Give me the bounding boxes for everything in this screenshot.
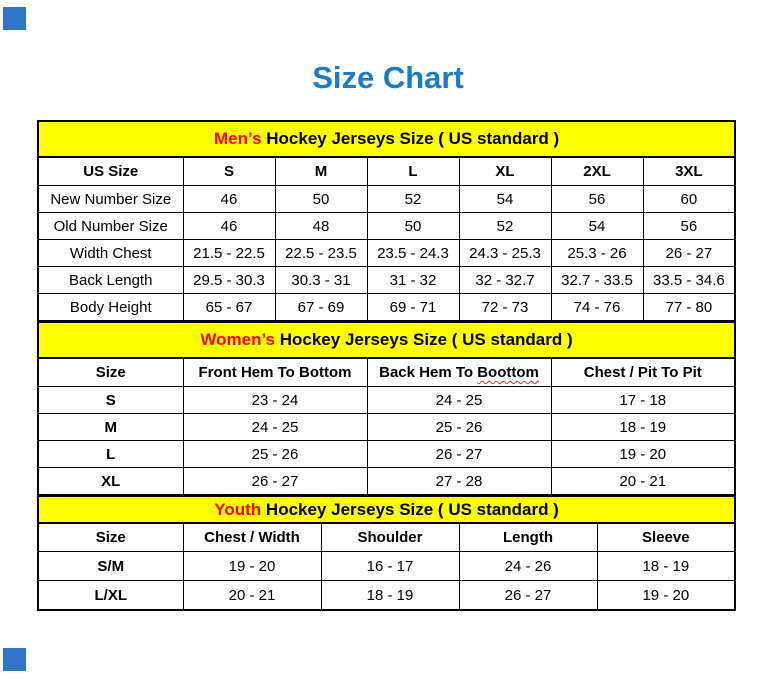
cell: 29.5 - 30.3 [183,267,275,294]
youth-section-title [38,496,735,523]
youth-column-header-row [38,523,735,552]
blue-square-marker-top-icon [3,7,26,30]
cell: 50 [275,186,367,213]
cell: 26 - 27 [459,581,597,611]
mens-row-body-height [38,294,735,322]
mens-col-us-size: US Size [38,157,183,186]
page-title: Size Chart [312,60,464,95]
womens-col-chest: Chest / Pit To Pit [551,358,735,387]
cell: 72 - 73 [459,294,551,322]
row-label: New Number Size [38,186,183,213]
womens-col-back-hem-misspelled-word: Boottom [477,364,539,381]
cell: 18 - 19 [321,581,459,611]
womens-row-s [38,387,735,414]
cell: 54 [459,186,551,213]
cell: 27 - 28 [367,468,551,496]
row-label: Width Chest [38,240,183,267]
cell: 20 - 21 [183,581,321,611]
mens-col-l: L [367,157,459,186]
youth-row-lxl [38,581,735,611]
youth-col-chest-width: Chest / Width [183,523,321,552]
row-label: S/M [38,552,183,581]
youth-col-length: Length [459,523,597,552]
blue-square-marker-bottom-icon [3,648,26,671]
cell: 23 - 24 [183,387,367,414]
cell: 19 - 20 [551,441,735,468]
cell: 25 - 26 [367,414,551,441]
cell: 46 [183,213,275,240]
row-label: L/XL [38,581,183,611]
mens-section-title [38,121,735,157]
cell: 50 [367,213,459,240]
size-chart-tables [37,120,738,611]
mens-col-2xl: 2XL [551,157,643,186]
mens-row-back-length [38,267,735,294]
womens-row-xl [38,468,735,496]
womens-col-front-hem: Front Hem To Bottom [183,358,367,387]
womens-section-title [38,322,735,358]
mens-row-width-chest [38,240,735,267]
cell: 23.5 - 24.3 [367,240,459,267]
row-label: Body Height [38,294,183,322]
mens-row-old-number-size [38,213,735,240]
womens-section-title-rest: Hockey Jerseys Size ( US standard ) [275,330,573,349]
mens-row-new-number-size [38,186,735,213]
row-label: Back Length [38,267,183,294]
womens-row-m [38,414,735,441]
womens-row-l [38,441,735,468]
cell: 18 - 19 [551,414,735,441]
cell: 25 - 26 [183,441,367,468]
cell: 48 [275,213,367,240]
womens-col-back-hem [367,358,551,387]
cell: 26 - 27 [643,240,735,267]
row-label: XL [38,468,183,496]
youth-size-table [37,495,736,611]
womens-section-title-highlight: Women’s [200,330,276,349]
cell: 74 - 76 [551,294,643,322]
cell: 46 [183,186,275,213]
cell: 65 - 67 [183,294,275,322]
cell: 31 - 32 [367,267,459,294]
cell: 52 [459,213,551,240]
youth-col-sleeve: Sleeve [597,523,735,552]
row-label: Old Number Size [38,213,183,240]
cell: 20 - 21 [551,468,735,496]
cell: 26 - 27 [367,441,551,468]
cell: 77 - 80 [643,294,735,322]
cell: 19 - 20 [597,581,735,611]
cell: 24.3 - 25.3 [459,240,551,267]
mens-col-3xl: 3XL [643,157,735,186]
cell: 19 - 20 [183,552,321,581]
youth-section-title-rest: Hockey Jerseys Size ( US standard ) [261,499,559,519]
cell: 17 - 18 [551,387,735,414]
mens-column-header-row [38,157,735,186]
mens-col-xl: XL [459,157,551,186]
cell: 32.7 - 33.5 [551,267,643,294]
youth-col-shoulder: Shoulder [321,523,459,552]
mens-section-title-rest: Hockey Jerseys Size ( US standard ) [261,129,560,148]
row-label: S [38,387,183,414]
youth-section-header [38,496,735,523]
mens-section-header [38,121,735,157]
cell: 24 - 26 [459,552,597,581]
youth-row-sm [38,552,735,581]
womens-col-back-hem-prefix: Back Hem To [379,364,478,381]
cell: 60 [643,186,735,213]
womens-section-header [38,322,735,358]
cell: 69 - 71 [367,294,459,322]
cell: 52 [367,186,459,213]
cell: 22.5 - 23.5 [275,240,367,267]
mens-section-title-highlight: Men’s [214,129,262,148]
cell: 24 - 25 [183,414,367,441]
mens-size-table [37,120,736,322]
mens-col-s: S [183,157,275,186]
youth-col-size: Size [38,523,183,552]
womens-column-header-row [38,358,735,387]
cell: 33.5 - 34.6 [643,267,735,294]
cell: 67 - 69 [275,294,367,322]
cell: 30.3 - 31 [275,267,367,294]
cell: 18 - 19 [597,552,735,581]
cell: 16 - 17 [321,552,459,581]
cell: 24 - 25 [367,387,551,414]
cell: 25.3 - 26 [551,240,643,267]
womens-col-size: Size [38,358,183,387]
cell: 54 [551,213,643,240]
cell: 32 - 32.7 [459,267,551,294]
cell: 26 - 27 [183,468,367,496]
cell: 56 [551,186,643,213]
mens-col-m: M [275,157,367,186]
womens-size-table [37,321,736,496]
cell: 21.5 - 22.5 [183,240,275,267]
row-label: M [38,414,183,441]
cell: 56 [643,213,735,240]
youth-section-title-highlight: Youth [214,499,262,519]
row-label: L [38,441,183,468]
